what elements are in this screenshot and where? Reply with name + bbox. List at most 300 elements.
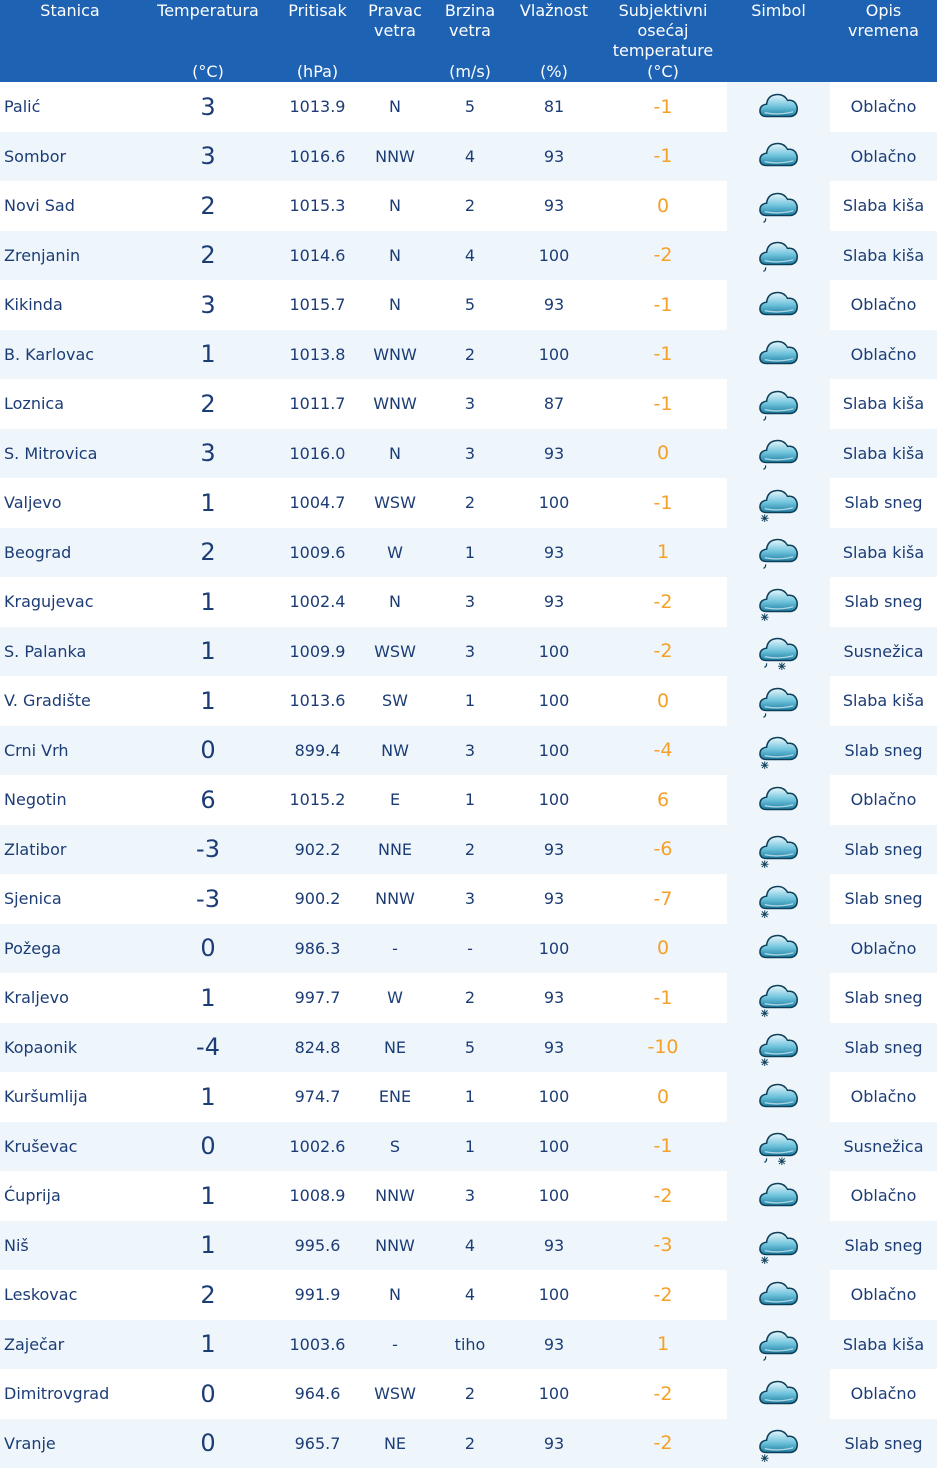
station-name: Beograd [0, 528, 140, 578]
weather-symbol [727, 1369, 830, 1419]
humidity-value: 93 [509, 429, 599, 479]
station-name: S. Palanka [0, 627, 140, 677]
feels-like-value: 1 [599, 1320, 727, 1370]
weather-description: Slaba kiša [830, 429, 937, 479]
pressure-value: 1002.4 [276, 577, 359, 627]
wind-direction-value: NE [359, 1023, 431, 1073]
weather-symbol [727, 1023, 830, 1073]
cloud-snow-icon [727, 1423, 830, 1463]
wind-direction-value: N [359, 231, 431, 281]
weather-description: Slaba kiša [830, 181, 937, 231]
feels-like-value: -2 [599, 1369, 727, 1419]
station-name: Crni Vrh [0, 726, 140, 776]
temperature-value: 1 [140, 1320, 276, 1370]
wind-speed-value: 3 [431, 627, 509, 677]
pressure-value: 1009.6 [276, 528, 359, 578]
station-name: B. Karlovac [0, 330, 140, 380]
station-name: V. Gradište [0, 676, 140, 726]
humidity-value: 100 [509, 231, 599, 281]
cloud-rain-icon [727, 433, 830, 473]
wind-speed-value: 2 [431, 330, 509, 380]
header-symbol: Simbol [727, 0, 830, 82]
wind-speed-value: 2 [431, 478, 509, 528]
feels-like-value: -1 [599, 973, 727, 1023]
wind-direction-value: WSW [359, 627, 431, 677]
weather-description: Susnežica [830, 1122, 937, 1172]
weather-symbol [727, 330, 830, 380]
wind-speed-value: 2 [431, 973, 509, 1023]
wind-direction-value: N [359, 429, 431, 479]
weather-description: Slaba kiša [830, 231, 937, 281]
station-name: Kuršumlija [0, 1072, 140, 1122]
feels-like-value: -1 [599, 82, 727, 132]
cloud-rain-icon [727, 1324, 830, 1364]
pressure-value: 1016.0 [276, 429, 359, 479]
station-name: Kruševac [0, 1122, 140, 1172]
wind-direction-value: WSW [359, 478, 431, 528]
pressure-value: 991.9 [276, 1270, 359, 1320]
weather-symbol [727, 577, 830, 627]
station-name: Negotin [0, 775, 140, 825]
header-wind-direction: Pravac vetra [359, 0, 431, 82]
weather-description: Slab sneg [830, 825, 937, 875]
pressure-value: 1013.9 [276, 82, 359, 132]
temperature-value: 0 [140, 1419, 276, 1468]
humidity-value: 100 [509, 924, 599, 974]
temperature-value: 2 [140, 379, 276, 429]
pressure-value: 1015.3 [276, 181, 359, 231]
feels-like-value: -2 [599, 577, 727, 627]
table-row [0, 775, 937, 825]
pressure-value: 1015.2 [276, 775, 359, 825]
weather-description: Slab sneg [830, 1221, 937, 1271]
cloud-icon [727, 1176, 830, 1216]
wind-speed-value: 2 [431, 1419, 509, 1468]
station-name: Loznica [0, 379, 140, 429]
cloud-snow-icon [727, 978, 830, 1018]
weather-description: Susnežica [830, 627, 937, 677]
wind-speed-value: 3 [431, 429, 509, 479]
wind-direction-value: WNW [359, 330, 431, 380]
pressure-value: 1015.7 [276, 280, 359, 330]
weather-description: Oblačno [830, 1369, 937, 1419]
feels-like-value: 0 [599, 676, 727, 726]
pressure-value: 1002.6 [276, 1122, 359, 1172]
humidity-value: 100 [509, 775, 599, 825]
table-row [0, 825, 937, 875]
temperature-value: 1 [140, 577, 276, 627]
temperature-value: 0 [140, 1369, 276, 1419]
wind-direction-value: NW [359, 726, 431, 776]
pressure-value: 965.7 [276, 1419, 359, 1468]
feels-like-value: 0 [599, 181, 727, 231]
wind-speed-value: - [431, 924, 509, 974]
pressure-value: 1008.9 [276, 1171, 359, 1221]
weather-symbol [727, 825, 830, 875]
wind-speed-value: 1 [431, 676, 509, 726]
weather-description: Slab sneg [830, 973, 937, 1023]
station-name: Zlatibor [0, 825, 140, 875]
weather-symbol [727, 1171, 830, 1221]
humidity-value: 93 [509, 577, 599, 627]
wind-direction-value: - [359, 1320, 431, 1370]
wind-speed-value: 4 [431, 231, 509, 281]
table-row [0, 973, 937, 1023]
cloud-snow-icon [727, 730, 830, 770]
wind-direction-value: NNE [359, 825, 431, 875]
feels-like-value: 0 [599, 1072, 727, 1122]
weather-description: Slaba kiša [830, 528, 937, 578]
cloud-icon [727, 928, 830, 968]
table-row [0, 726, 937, 776]
wind-direction-value: WNW [359, 379, 431, 429]
feels-like-value: -2 [599, 1171, 727, 1221]
cloud-sleet-icon [727, 631, 830, 671]
pressure-value: 1003.6 [276, 1320, 359, 1370]
humidity-value: 93 [509, 132, 599, 182]
station-name: Zaječar [0, 1320, 140, 1370]
temperature-value: 1 [140, 478, 276, 528]
wind-speed-value: 4 [431, 1221, 509, 1271]
weather-description: Oblačno [830, 330, 937, 380]
weather-symbol [727, 429, 830, 479]
feels-like-value: -2 [599, 231, 727, 281]
cloud-rain-icon [727, 384, 830, 424]
station-name: Kragujevac [0, 577, 140, 627]
wind-speed-value: 2 [431, 825, 509, 875]
weather-description: Oblačno [830, 924, 937, 974]
cloud-rain-icon [727, 186, 830, 226]
temperature-value: 3 [140, 82, 276, 132]
station-name: Valjevo [0, 478, 140, 528]
table-row [0, 874, 937, 924]
table-row [0, 379, 937, 429]
wind-speed-value: 4 [431, 1270, 509, 1320]
humidity-value: 100 [509, 1369, 599, 1419]
table-row [0, 1320, 937, 1370]
header-station: Stanica [0, 0, 140, 82]
feels-like-value: -6 [599, 825, 727, 875]
weather-symbol [727, 1320, 830, 1370]
temperature-value: 1 [140, 676, 276, 726]
feels-like-value: -1 [599, 379, 727, 429]
station-name: Dimitrovgrad [0, 1369, 140, 1419]
humidity-value: 93 [509, 181, 599, 231]
wind-direction-value: SW [359, 676, 431, 726]
pressure-value: 902.2 [276, 825, 359, 875]
wind-speed-value: 3 [431, 1171, 509, 1221]
wind-direction-value: W [359, 973, 431, 1023]
wind-direction-value: N [359, 181, 431, 231]
weather-description: Oblačno [830, 82, 937, 132]
temperature-value: 3 [140, 429, 276, 479]
station-name: Niš [0, 1221, 140, 1271]
table-row [0, 1023, 937, 1073]
wind-direction-value: NNW [359, 874, 431, 924]
humidity-value: 100 [509, 330, 599, 380]
humidity-value: 100 [509, 1072, 599, 1122]
weather-description: Oblačno [830, 132, 937, 182]
weather-symbol [727, 528, 830, 578]
humidity-value: 93 [509, 280, 599, 330]
weather-symbol [727, 676, 830, 726]
wind-speed-value: 2 [431, 181, 509, 231]
cloud-snow-icon [727, 483, 830, 523]
weather-description: Oblačno [830, 775, 937, 825]
cloud-icon [727, 136, 830, 176]
table-row [0, 330, 937, 380]
station-name: Vranje [0, 1419, 140, 1468]
temperature-value: -3 [140, 825, 276, 875]
station-name: Zrenjanin [0, 231, 140, 281]
feels-like-value: -4 [599, 726, 727, 776]
table-header [0, 0, 937, 82]
feels-like-value: 6 [599, 775, 727, 825]
cloud-snow-icon [727, 1225, 830, 1265]
weather-symbol [727, 1122, 830, 1172]
cloud-icon [727, 780, 830, 820]
temperature-value: 1 [140, 1221, 276, 1271]
pressure-value: 900.2 [276, 874, 359, 924]
weather-description: Slab sneg [830, 1023, 937, 1073]
temperature-value: 1 [140, 330, 276, 380]
cloud-snow-icon [727, 879, 830, 919]
weather-symbol [727, 924, 830, 974]
temperature-value: 0 [140, 726, 276, 776]
cloud-rain-icon [727, 532, 830, 572]
cloud-icon [727, 334, 830, 374]
pressure-value: 986.3 [276, 924, 359, 974]
pressure-value: 1013.6 [276, 676, 359, 726]
wind-speed-value: 3 [431, 726, 509, 776]
temperature-value: 2 [140, 528, 276, 578]
cloud-icon [727, 1374, 830, 1414]
header-temperature: Temperatura (°C) [140, 0, 276, 82]
feels-like-value: -2 [599, 627, 727, 677]
feels-like-value: -7 [599, 874, 727, 924]
humidity-value: 93 [509, 973, 599, 1023]
temperature-value: 0 [140, 924, 276, 974]
cloud-icon [727, 87, 830, 127]
pressure-value: 997.7 [276, 973, 359, 1023]
pressure-value: 964.6 [276, 1369, 359, 1419]
header-description: Opis vremena [830, 0, 937, 82]
temperature-value: 0 [140, 1122, 276, 1172]
table-row [0, 1369, 937, 1419]
feels-like-value: -1 [599, 1122, 727, 1172]
humidity-value: 93 [509, 1221, 599, 1271]
wind-direction-value: NE [359, 1419, 431, 1468]
humidity-value: 100 [509, 726, 599, 776]
wind-speed-value: 5 [431, 1023, 509, 1073]
humidity-value: 93 [509, 528, 599, 578]
temperature-value: 1 [140, 1171, 276, 1221]
wind-speed-value: 1 [431, 1072, 509, 1122]
feels-like-value: -1 [599, 330, 727, 380]
pressure-value: 1009.9 [276, 627, 359, 677]
wind-direction-value: - [359, 924, 431, 974]
temperature-value: 2 [140, 1270, 276, 1320]
table-row [0, 1419, 937, 1468]
cloud-icon [727, 1077, 830, 1117]
table-row [0, 1221, 937, 1271]
pressure-value: 899.4 [276, 726, 359, 776]
table-row [0, 181, 937, 231]
weather-symbol [727, 181, 830, 231]
weather-symbol [727, 1270, 830, 1320]
cloud-snow-icon [727, 582, 830, 622]
wind-speed-value: 2 [431, 1369, 509, 1419]
feels-like-value: -1 [599, 478, 727, 528]
weather-description: Slab sneg [830, 577, 937, 627]
wind-direction-value: NNW [359, 1171, 431, 1221]
station-name: Požega [0, 924, 140, 974]
feels-like-value: -1 [599, 132, 727, 182]
header-humidity: Vlažnost (%) [509, 0, 599, 82]
temperature-value: -3 [140, 874, 276, 924]
temperature-value: 3 [140, 280, 276, 330]
weather-symbol [727, 1072, 830, 1122]
station-name: Kopaonik [0, 1023, 140, 1073]
weather-symbol [727, 231, 830, 281]
pressure-value: 1016.6 [276, 132, 359, 182]
feels-like-value: 0 [599, 429, 727, 479]
table-row [0, 676, 937, 726]
table-row [0, 528, 937, 578]
wind-speed-value: 3 [431, 874, 509, 924]
cloud-snow-icon [727, 829, 830, 869]
weather-description: Oblačno [830, 1270, 937, 1320]
wind-speed-value: 3 [431, 379, 509, 429]
temperature-value: 1 [140, 1072, 276, 1122]
wind-speed-value: 5 [431, 280, 509, 330]
cloud-icon [727, 285, 830, 325]
feels-like-value: 1 [599, 528, 727, 578]
pressure-value: 1014.6 [276, 231, 359, 281]
temperature-value: -4 [140, 1023, 276, 1073]
feels-like-value: -2 [599, 1270, 727, 1320]
feels-like-value: -2 [599, 1419, 727, 1468]
cloud-rain-icon [727, 235, 830, 275]
weather-description: Slab sneg [830, 478, 937, 528]
temperature-value: 2 [140, 181, 276, 231]
table-row [0, 1122, 937, 1172]
wind-speed-value: 5 [431, 82, 509, 132]
weather-symbol [727, 280, 830, 330]
pressure-value: 974.7 [276, 1072, 359, 1122]
table-row [0, 478, 937, 528]
feels-like-value: -1 [599, 280, 727, 330]
humidity-value: 100 [509, 1122, 599, 1172]
header-pressure: Pritisak (hPa) [276, 0, 359, 82]
wind-direction-value: N [359, 1270, 431, 1320]
humidity-value: 93 [509, 1023, 599, 1073]
wind-direction-value: NNW [359, 132, 431, 182]
weather-symbol [727, 726, 830, 776]
wind-direction-value: W [359, 528, 431, 578]
table-row [0, 577, 937, 627]
weather-symbol [727, 973, 830, 1023]
table-row [0, 1270, 937, 1320]
humidity-value: 100 [509, 627, 599, 677]
weather-symbol [727, 478, 830, 528]
wind-direction-value: S [359, 1122, 431, 1172]
temperature-value: 2 [140, 231, 276, 281]
wind-speed-value: 1 [431, 528, 509, 578]
table-row [0, 280, 937, 330]
weather-symbol [727, 82, 830, 132]
station-name: Ćuprija [0, 1171, 140, 1221]
table-row [0, 1072, 937, 1122]
station-name: Kikinda [0, 280, 140, 330]
station-name: Sombor [0, 132, 140, 182]
station-name: Kraljevo [0, 973, 140, 1023]
humidity-value: 87 [509, 379, 599, 429]
weather-symbol [727, 1221, 830, 1271]
wind-direction-value: E [359, 775, 431, 825]
humidity-value: 93 [509, 874, 599, 924]
temperature-value: 1 [140, 627, 276, 677]
weather-description: Slaba kiša [830, 676, 937, 726]
table-row [0, 627, 937, 677]
feels-like-value: -10 [599, 1023, 727, 1073]
table-row [0, 82, 937, 132]
weather-description: Slab sneg [830, 874, 937, 924]
weather-description: Oblačno [830, 1072, 937, 1122]
table-row [0, 924, 937, 974]
pressure-value: 995.6 [276, 1221, 359, 1271]
feels-like-value: -3 [599, 1221, 727, 1271]
weather-symbol [727, 379, 830, 429]
weather-symbol [727, 132, 830, 182]
humidity-value: 100 [509, 1171, 599, 1221]
wind-direction-value: N [359, 82, 431, 132]
table-row [0, 132, 937, 182]
humidity-value: 100 [509, 676, 599, 726]
pressure-value: 1011.7 [276, 379, 359, 429]
humidity-value: 100 [509, 478, 599, 528]
cloud-rain-icon [727, 681, 830, 721]
wind-speed-value: tiho [431, 1320, 509, 1370]
header-wind-speed: Brzina vetra (m/s) [431, 0, 509, 82]
humidity-value: 93 [509, 1419, 599, 1468]
wind-direction-value: WSW [359, 1369, 431, 1419]
weather-symbol [727, 1419, 830, 1468]
weather-symbol [727, 874, 830, 924]
wind-direction-value: NNW [359, 1221, 431, 1271]
weather-description: Slaba kiša [830, 1320, 937, 1370]
feels-like-value: 0 [599, 924, 727, 974]
wind-speed-value: 1 [431, 1122, 509, 1172]
cloud-snow-icon [727, 1027, 830, 1067]
weather-symbol [727, 775, 830, 825]
weather-description: Slab sneg [830, 726, 937, 776]
humidity-value: 93 [509, 825, 599, 875]
humidity-value: 81 [509, 82, 599, 132]
wind-speed-value: 3 [431, 577, 509, 627]
pressure-value: 824.8 [276, 1023, 359, 1073]
temperature-value: 1 [140, 973, 276, 1023]
station-name: Palić [0, 82, 140, 132]
pressure-value: 1013.8 [276, 330, 359, 380]
wind-speed-value: 4 [431, 132, 509, 182]
weather-description: Oblačno [830, 1171, 937, 1221]
station-name: S. Mitrovica [0, 429, 140, 479]
temperature-value: 3 [140, 132, 276, 182]
wind-direction-value: N [359, 577, 431, 627]
temperature-value: 6 [140, 775, 276, 825]
humidity-value: 100 [509, 1270, 599, 1320]
